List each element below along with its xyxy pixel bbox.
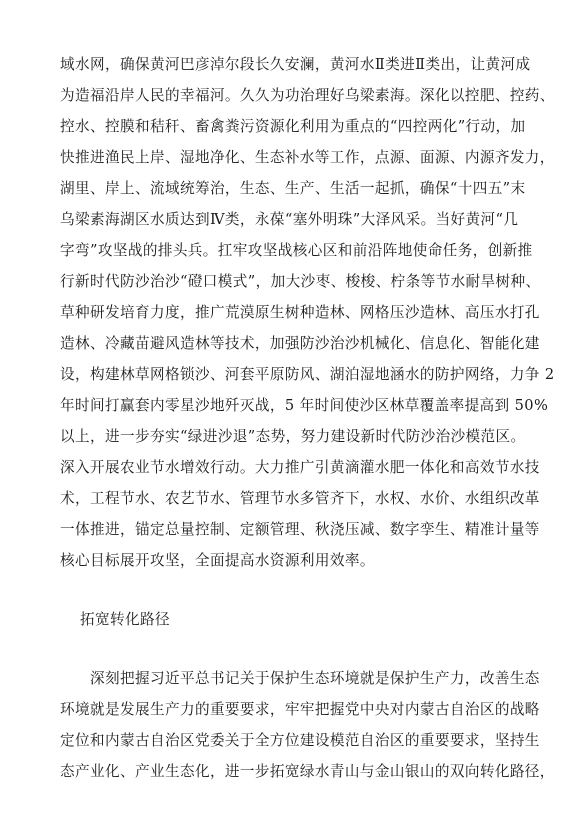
body-text-line: 一体推进，锚定总量控制、定额管理、秋浇压减、数字孪生、精准计量等 — [60, 521, 540, 538]
body-text-line: 行新时代防沙治沙“磴口模式”，加大沙枣、梭梭、柠条等节水耐旱树种、 — [60, 273, 541, 290]
body-text-line: 为造福沿岸人民的幸福河。久久为功治理好乌梁素海。深化以控肥、控药、 — [60, 87, 555, 104]
body-text-line: 设，构建林草网格锁沙、河套平原防风、湖泊湿地涵水的防护网络，力争 2 — [60, 366, 555, 383]
body-text-line: 定位和内蒙古自治区党委关于全方位建设模范自治区的重要要求，坚持生 — [60, 732, 540, 749]
body-text-line: 深刻把握习近平总书记关于保护生态环境就是保护生产力，改善生态 — [60, 670, 540, 687]
body-text-line: 年时间打赢套内零星沙地歼灭战，5 年时间使沙区林草覆盖率提高到 50% — [60, 397, 549, 414]
body-text-line: 核心目标展开攻坚，全面提高水资源利用效率。 — [60, 552, 375, 569]
body-text-line: 术，工程节水、农艺节水、管理节水多管齐下，水权、水价、水组织改革 — [60, 490, 540, 507]
body-text-line: 态产业化、产业生态化，进一步拓宽绿水青山与金山银山的双向转化路径， — [60, 763, 555, 780]
body-text-line: 环境就是发展生产力的重要要求，牢牢把握党中央对内蒙古自治区的战略 — [60, 701, 540, 718]
body-text-line: 域水网，确保黄河巴彦淖尔段长久安澜，黄河水Ⅱ类进Ⅱ类出，让黄河成 — [60, 56, 531, 73]
body-text-line: 深入开展农业节水增效行动。大力推广引黄滴灌水肥一体化和高效节水技 — [60, 459, 540, 476]
body-text-line: 以上，进一步夯实“绿进沙退”态势，努力建设新时代防沙治沙模范区。 — [60, 428, 526, 445]
body-text-line: 乌梁素海湖区水质达到Ⅳ类，永葆“塞外明珠”大泽风采。当好黄河“几 — [60, 211, 519, 228]
body-text-line: 湖里、岸上、流域统筹治，生态、生产、生活一起抓，确保“十四五”末 — [60, 180, 526, 197]
body-text-line: 草种研发培育力度，推广荒漠原生树种造林、网格压沙造林、高压水打孔 — [60, 304, 540, 321]
body-text-line: 快推进渔民上岸、湿地净化、生态补水等工作，点源、面源、内源齐发力， — [60, 149, 555, 166]
body-text-line: 控水、控膜和秸秆、畜禽粪污资源化利用为重点的“四控两化”行动，加 — [60, 118, 526, 135]
section-heading: 拓宽转化路径 — [80, 611, 170, 628]
body-text-line: 造林、冷藏苗避风造林等技术，加强防沙治沙机械化、信息化、智能化建 — [60, 335, 540, 352]
body-text-line: 字弯”攻坚战的排头兵。扛牢攻坚战核心区和前沿阵地使命任务，创新推 — [60, 242, 533, 259]
